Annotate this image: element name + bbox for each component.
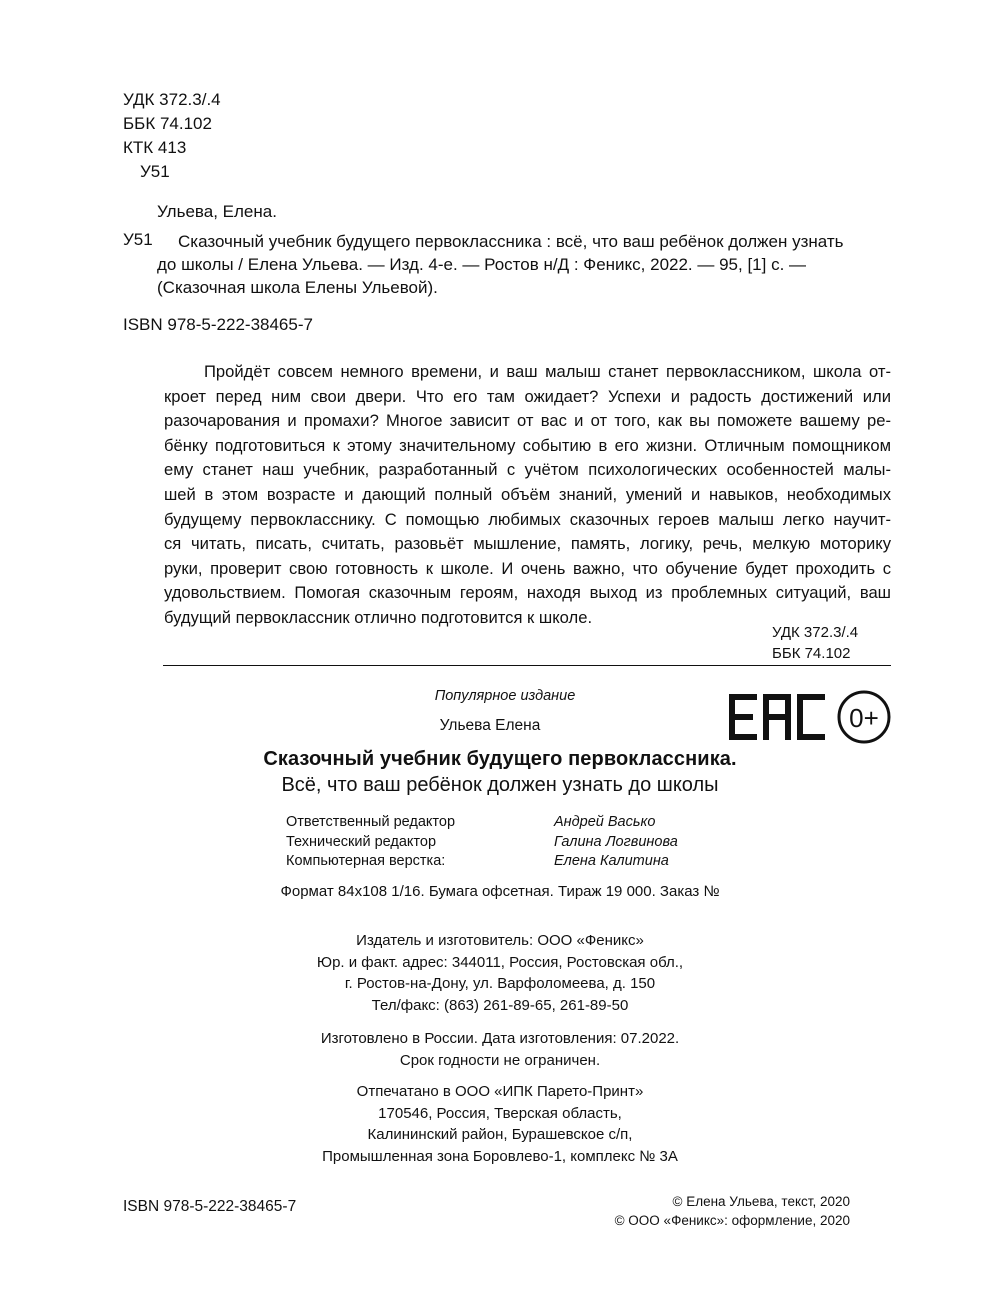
annotation-line: удовольствием. Помогая сказочным героям, находя выход из проблемных ситуаций, ваш: [164, 583, 891, 603]
annotation-line: бёнку подготовиться к этому значительному событию в его жизни. Отличным помощником: [164, 435, 891, 455]
print-format: Формат 84x108 1/16. Бумага офсетная. Тираж 19 000. Заказ №: [280, 883, 720, 900]
annotation-udk: УДК 372.3/.4: [772, 624, 859, 641]
copyright-design: © ООО «Феникс»: оформление, 2020: [614, 1213, 850, 1228]
citation-line: (Сказочная школа Елены Ульевой).: [157, 278, 438, 297]
eac-logo: [727, 690, 897, 746]
publisher-line: Издатель и изготовитель: ООО «Феникс»: [356, 932, 644, 949]
annotation-bbk: ББК 74.102: [772, 645, 851, 662]
staff-role: Технический редактор: [286, 833, 437, 850]
ktk-code: КТК 413: [123, 138, 187, 157]
annotation-classification: [772, 622, 858, 664]
annotation-line: руки, проверит свою готовность к школе. И очень важно, что обучение будет проходить с: [164, 558, 891, 578]
copyright-block: [600, 1192, 850, 1230]
annotation-line: кроет перед ним свои двери. Что его там ожидает? Успехи и радость достижений или: [164, 386, 891, 406]
author-mark: У51: [140, 162, 170, 181]
book-subtitle: Всё, что ваш ребёнок должен узнать до школы: [281, 774, 719, 796]
manufacture-line: Изготовлено в России. Дата изготовления: 07.2022.: [320, 1030, 680, 1047]
publisher-line: г. Ростов-на-Дону, ул. Варфоломеева, д. 150: [344, 975, 656, 992]
staff-role: Компьютерная верстка:: [286, 853, 446, 869]
isbn-footer: ISBN 978-5-222-38465-7: [123, 1198, 297, 1215]
printer-line: 170546, Россия, Тверская область,: [378, 1104, 622, 1122]
annotation: [164, 360, 891, 631]
citation-line: Сказочный учебник будущего первоклассника : всё, что ваш ребёнок должен узнать: [178, 232, 844, 251]
classification-block: [123, 88, 221, 184]
annotation-line: ему станет наш учебник, разработанный с учётом психологических особенностей малы-: [164, 460, 891, 480]
printer-line: Отпечатано в ООО «ИПК Парето-Принт»: [356, 1083, 644, 1100]
printer-line: Промышленная зона Боровлево-1, комплекс № 3А: [322, 1147, 678, 1165]
isbn-record: ISBN 978-5-222-38465-7: [123, 315, 313, 334]
annotation-line: Пройдёт совсем немного времени, и ваш малыш станет первоклассником, школа от-: [204, 362, 891, 381]
staff-row: [286, 833, 746, 853]
annotation-line: будущему первокласснику. С помощью любимых сказочных героев малыш легко научит-: [164, 509, 891, 529]
staff-role: Ответственный редактор: [286, 814, 456, 830]
staff-name: Елена Калитина: [554, 853, 669, 869]
age-rating: 0+: [849, 703, 879, 733]
staff-name: Галина Логвинова: [554, 833, 678, 850]
bibliographic-citation: [157, 230, 897, 299]
staff-list: [286, 813, 746, 872]
udk-code: УДК 372.3/.4: [123, 90, 221, 109]
bbk-code: ББК 74.102: [123, 114, 212, 133]
citation-line: до школы / Елена Ульева. — Изд. 4-е. — Ростов н/Д : Феникс, 2022. — 95, [1] с. —: [157, 255, 807, 274]
publisher-line: Тел/факс: (863) 261-89-65, 261-89-50: [371, 996, 629, 1014]
manufacture-line: Срок годности не ограничен.: [399, 1051, 601, 1069]
printer-info: [290, 1081, 710, 1167]
staff-row: [286, 813, 746, 833]
book-title: Сказочный учебник будущего первоклассника.: [263, 748, 737, 770]
manufacture-info: [290, 1028, 710, 1071]
printer-line: Калининский район, Бурашевское с/п,: [367, 1126, 633, 1143]
staff-name: Андрей Васько: [554, 814, 656, 830]
annotation-line: ся читать, писать, считать, разовьёт мышление, память, логику, речь, мелкую моторику: [164, 534, 891, 554]
imprint-author: Ульева Елена: [439, 717, 541, 734]
annotation-line: разочарования и промахи? Многое зависит от вас и от того, как вы поможете вашему ре-: [164, 411, 891, 431]
divider-rule: [163, 665, 891, 666]
certification-logos: [727, 690, 897, 746]
author-heading: Ульева, Елена.: [157, 202, 277, 221]
annotation-line: шей в этом возрасте и дающий полный объём знаний, умений и навыков, необходимых: [164, 484, 891, 504]
copyright-text: © Елена Ульева, текст, 2020: [672, 1194, 850, 1209]
publisher-line: Юр. и факт. адрес: 344011, Россия, Ростовская обл.,: [316, 953, 684, 971]
record-author-mark: У51: [123, 230, 153, 249]
edition-type: Популярное издание: [434, 688, 576, 704]
staff-row: [286, 852, 746, 872]
annotation-line: будущий первоклассник отлично подготовится к школе.: [164, 607, 593, 627]
publisher-info: [290, 930, 710, 1016]
